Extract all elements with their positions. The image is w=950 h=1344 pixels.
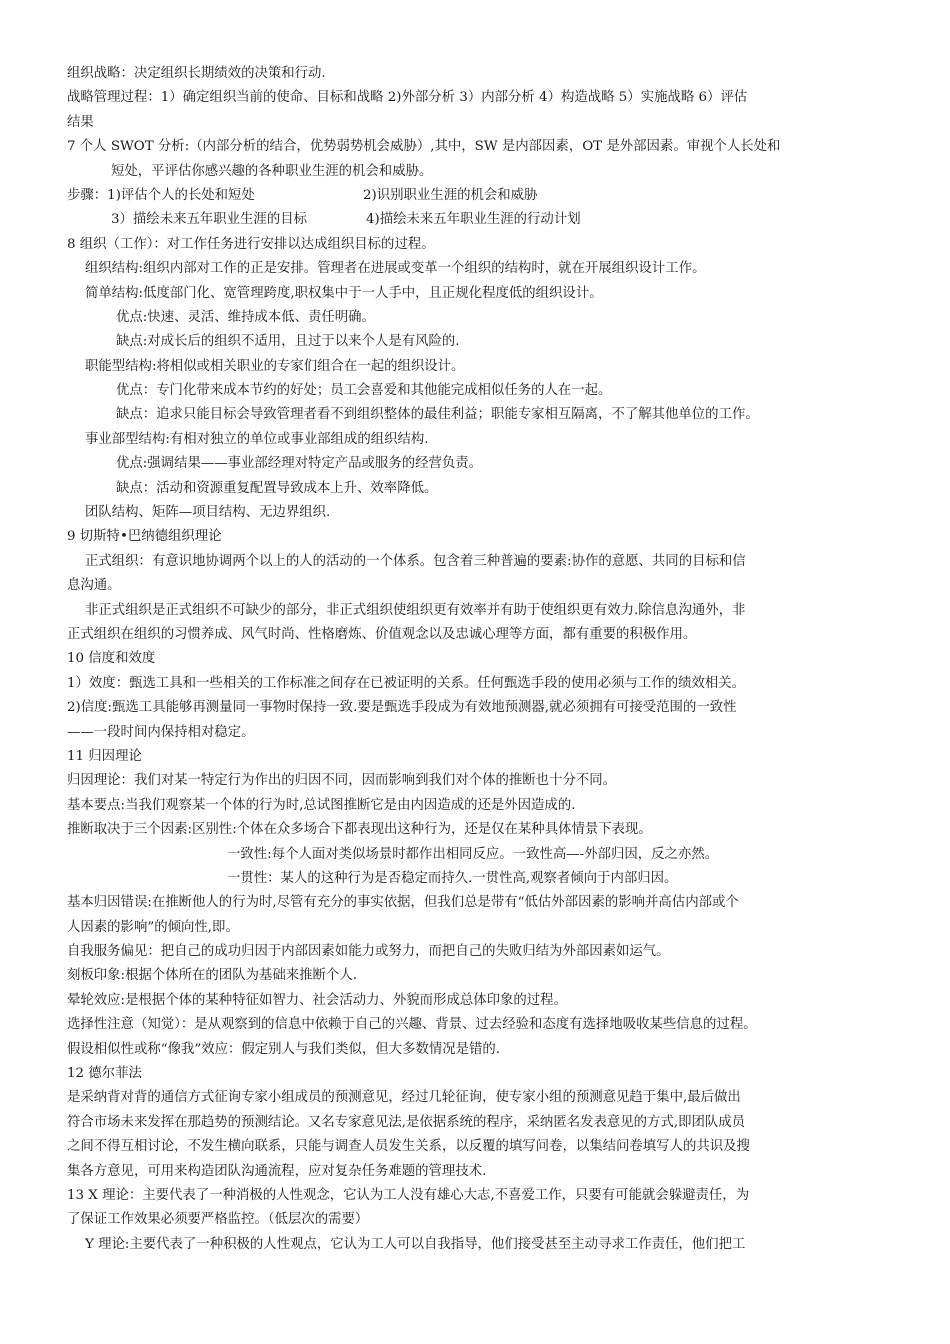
- text-line: 了保证工作效果必须要严格监控。（低层次的需要）: [67, 1212, 369, 1228]
- text-line: 假设相似性或称“像我”效应：假定别人与我们类似，但大多数情况是错的.: [67, 1041, 501, 1057]
- text-line: 缺点：活动和资源重复配置导致成本上升、效率降低。: [116, 480, 438, 496]
- text-line: 推断取决于三个因素:区别性:个体在众多场合下都表现出这种行为，还是仅在某种具体情景下表现。: [67, 822, 652, 838]
- text-line: 2)信度:甄选工具能够再测量同一事物时保持一致.要是甄选手段成为有效地预测器,就必须拥有可接受范围的一致性: [67, 700, 737, 716]
- text-line: 7 个人 SWOT 分析:（内部分析的结合，优势弱势机会威胁）,其中，SW 是内部因素，OT 是外部因素。审视个人长处和: [67, 139, 781, 155]
- section-heading: 10 信度和效度: [67, 651, 156, 667]
- step-item: 步骤：1)评估个人的长处和短处: [67, 187, 255, 203]
- text-line: 团队结构、矩阵—项目结构、无边界组织.: [85, 505, 331, 521]
- text-line: 正式组织在组织的习惯养成、风气时尚、性格磨炼、价值观念以及忠诚心理等方面，都有重要的积极作用。: [67, 626, 697, 642]
- text-line: 符合市场未来发挥在那趋势的预测结论。又名专家意见法,是依据系统的程序，采纳匿名发表意见的方式,即团队成员: [67, 1114, 746, 1130]
- text-line: 短处，平评估你感兴趣的各种职业生涯的机会和威胁。: [111, 163, 433, 179]
- text-line: 优点：专门化带来成本节约的好处；员工会喜爱和其他能完成相似任务的人在一起。: [116, 383, 612, 399]
- text-line: 1）效度：甄选工具和一些相关的工作标准之间存在已被证明的关系。任何甄选手段的使用必须与工作的绩效相关。: [67, 675, 746, 691]
- text-line: 优点:快速、灵活、维持成本低、责任明确。: [116, 309, 375, 325]
- text-line: 是采纳背对背的通信方式征询专家小组成员的预测意见，经过几轮征询，使专家小组的预测意见趋于集中,最后做出: [67, 1090, 741, 1106]
- text-line: 一贯性：某人的这种行为是否稳定而持久.一贯性高,观察者倾向于内部归因。: [227, 870, 678, 886]
- text-line: 组织战略：决定组织长期绩效的决策和行动.: [67, 66, 326, 81]
- section-heading: 9 切斯特•巴纳德组织理论: [67, 529, 222, 545]
- text-line: 正式组织：有意识地协调两个以上的人的活动的一个体系。包含着三种普遍的要素:协作的意愿、共同的目标和信: [85, 553, 746, 569]
- text-line: 基本要点:当我们观察某一个体的行为时,总试图推断它是由内因造成的还是外因造成的.: [67, 797, 576, 813]
- text-line: 一致性:每个人面对类似场景时都作出相同反应。一致性高—-外部归因，反之亦然。: [227, 846, 719, 862]
- document-page: [67, 62, 893, 1257]
- text-line: 晕轮效应:是根据个体的某种特征如智力、社会活动力、外貌而形成总体印象的过程。: [67, 992, 567, 1008]
- text-line: ——一段时间内保持相对稳定。: [67, 724, 255, 740]
- text-line: 自我服务偏见：把自己的成功归因于内部因素如能力或努力，而把自己的失败归结为外部因素如运气。: [67, 944, 670, 960]
- step-item: 2)识别职业生涯的机会和威胁: [363, 187, 538, 203]
- section-heading: 8 组织（工作）：对工作任务进行安排以达成组织目标的过程。: [67, 236, 435, 252]
- text-line: 事业部型结构:有相对独立的单位或事业部组成的组织结构.: [85, 431, 429, 447]
- text-line: 之间不得互相讨论，不发生横向联系，只能与调查人员发生关系，以反覆的填写问卷，以集结问卷填写人的共识及搜: [67, 1139, 750, 1155]
- text-line: 人因素的影响”的倾向性,即。: [67, 919, 239, 935]
- section-heading: 12 德尔菲法: [67, 1066, 142, 1082]
- step-item: 4)描绘未来五年职业生涯的行动计划: [366, 212, 581, 228]
- text-line: 基本归因错误:在推断他人的行为时,尽管有充分的事实依据，但我们总是带有“低估外部因素的影响并高估内部或个: [67, 895, 739, 911]
- step-item: 3）描绘未来五年职业生涯的目标: [111, 212, 307, 228]
- text-line: 息沟通。: [67, 578, 121, 594]
- text-line: 非正式组织是正式组织不可缺少的部分，非正式组织使组织更有效率并有助于使组织更有效力.除信息沟通外，非: [85, 602, 746, 618]
- text-line: 战略管理过程：1）确定组织当前的使命、目标和战略 2)外部分析 3）内部分析 4）构造战略 5）实施战略 6）评估: [67, 90, 748, 106]
- section-heading: 11 归因理论: [67, 748, 142, 764]
- text-line: 13 X 理论：主要代表了一种消极的人性观念，它认为工人没有雄心大志,不喜爱工作，只要有可能就会躲避责任，为: [67, 1187, 750, 1203]
- text-line: 缺点:对成长后的组织不适用，且过于以来个人是有风险的.: [116, 334, 460, 350]
- text-line: [67, 208, 893, 232]
- text-line: 集各方意见，可用来构造团队沟通流程，应对复杂任务难题的管理技术.: [67, 1163, 487, 1179]
- text-line: 缺点：追求只能目标会导致管理者看不到组织整体的最佳利益；职能专家相互隔离，不了解其他单位的工作。: [116, 407, 759, 423]
- text-line: 归因理论：我们对某一特定行为作出的归因不同，因而影响到我们对个体的推断也十分不同。: [67, 773, 617, 789]
- text-line: [67, 184, 893, 208]
- text-line: 优点:强调结果——事业部经理对特定产品或服务的经营负责。: [116, 456, 483, 472]
- text-line: 选择性注意（知觉）：是从观察到的信息中依赖于自己的兴趣、背景、过去经验和态度有选择地吸收某些信息的过程。: [67, 1017, 757, 1033]
- text-line: Y 理论:主要代表了一种积极的人性观点，它认为工人可以自我指导，他们接受甚至主动寻求工作责任，他们把工: [85, 1236, 746, 1252]
- text-line: 组织结构:组织内部对工作的正是安排。管理者在进展或变革一个组织的结构时，就在开展组织设计工作。: [85, 261, 706, 277]
- text-line: 简单结构:低度部门化、宽管理跨度,职权集中于一人手中，且正规化程度低的组织设计。: [85, 285, 603, 301]
- text-line: 刻板印象:根据个体所在的团队为基础来推断个人.: [67, 968, 357, 984]
- text-line: 结果: [67, 114, 94, 130]
- text-line: 职能型结构:将相似或相关职业的专家们组合在一起的组织设计。: [85, 358, 465, 374]
